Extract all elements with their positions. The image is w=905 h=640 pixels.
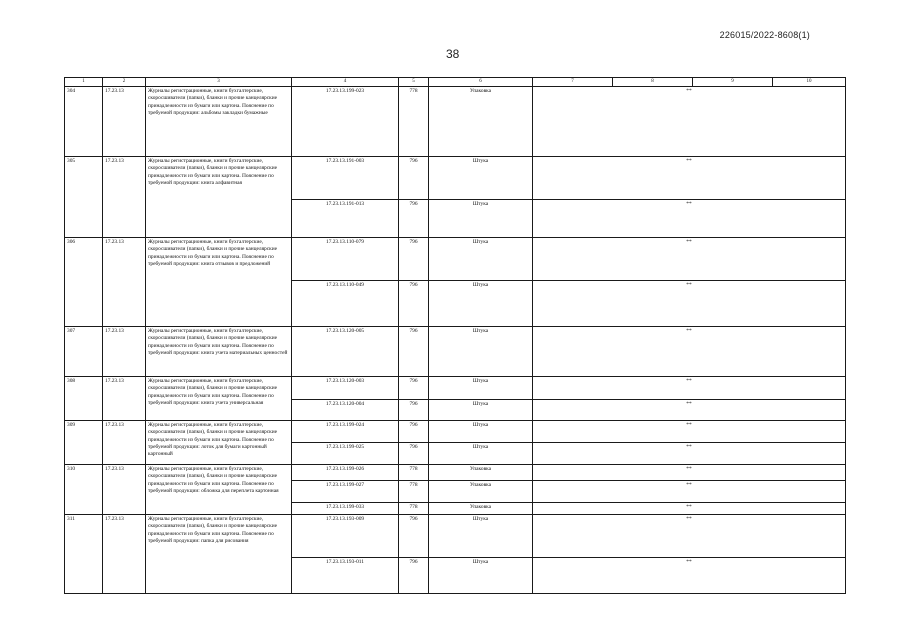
item-unit: Упаковка [429, 465, 533, 481]
item-unit: Штука [429, 377, 533, 400]
item-unit: Штука [429, 515, 533, 558]
row-item-name: Журналы регистрационные, книги бухгалтерские, скоросшиватели (папки), бланки и прочие канцелярские принадлежности из бумаги или картона. Пояснение по требуемой продукции: альбомы закладки бумажные [146, 87, 292, 157]
row-item-name: Журналы регистрационные, книги бухгалтерские, скоросшиватели (папки), бланки и прочие канцелярские принадлежности из бумаги или картона. Пояснение по требуемой продукции: обложка для переплета картонная [146, 465, 292, 515]
item-okpd-code: 17.23.13.199-023 [292, 87, 399, 157]
row-item-name: Журналы регистрационные, книги бухгалтерские, скоросшиватели (папки), бланки и прочие канцелярские принадлежности из бумаги или картона. Пояснение по требуемой продукции: книга отзывов и предложений [146, 238, 292, 327]
row-item-name: Журналы регистрационные, книги бухгалтерские, скоросшиватели (папки), бланки и прочие канцелярские принадлежности из бумаги или картона. Пояснение по требуемой продукции: книга учета универсальная [146, 377, 292, 421]
table-row [65, 465, 846, 481]
item-mark-cell [533, 327, 846, 377]
item-okpd-code: 17.23.13.191-013 [292, 200, 399, 238]
item-mark-cell [533, 421, 846, 443]
item-unit: Штука [429, 421, 533, 443]
table-header-row [65, 78, 846, 87]
col-header-9: 9 [693, 78, 773, 87]
item-okei-code: 796 [399, 558, 429, 594]
row-number: 310 [65, 465, 103, 515]
table-row [65, 87, 846, 157]
item-mark: ** [686, 239, 692, 245]
table-row [65, 157, 846, 200]
item-mark: ** [686, 378, 692, 384]
specification-table [64, 77, 846, 594]
row-okpd-code: 17.23.13 [103, 238, 146, 327]
item-mark: ** [686, 158, 692, 164]
item-mark: ** [686, 444, 692, 450]
item-okei-code: 796 [399, 281, 429, 327]
item-okei-code: 778 [399, 481, 429, 503]
item-mark: ** [686, 401, 692, 407]
table-row [65, 238, 846, 281]
document-id: 226015/2022-8608(1) [719, 30, 810, 40]
item-okpd-code: 17.23.13.199-026 [292, 465, 399, 481]
item-mark-cell [533, 481, 846, 503]
item-okei-code: 796 [399, 327, 429, 377]
item-mark: ** [686, 328, 692, 334]
item-okei-code: 778 [399, 87, 429, 157]
item-mark-cell [533, 400, 846, 421]
row-number: 308 [65, 377, 103, 421]
item-mark-cell [533, 157, 846, 200]
item-okei-code: 796 [399, 515, 429, 558]
item-okpd-code: 17.23.13.199-027 [292, 481, 399, 503]
col-header-5: 5 [399, 78, 429, 87]
item-mark: ** [686, 201, 692, 207]
item-unit: Штука [429, 400, 533, 421]
item-okei-code: 778 [399, 503, 429, 515]
item-okpd-code: 17.23.13.193-011 [292, 558, 399, 594]
item-okpd-code: 17.23.13.199-024 [292, 421, 399, 443]
item-okpd-code: 17.23.13.110-079 [292, 238, 399, 281]
item-okpd-code: 17.23.13.199-025 [292, 443, 399, 465]
item-mark: ** [686, 422, 692, 428]
row-number: 306 [65, 238, 103, 327]
item-unit: Штука [429, 443, 533, 465]
row-number: 309 [65, 421, 103, 465]
item-okei-code: 796 [399, 377, 429, 400]
item-mark: ** [686, 482, 692, 488]
col-header-3: 3 [146, 78, 292, 87]
item-okei-code: 796 [399, 238, 429, 281]
col-header-6: 6 [429, 78, 533, 87]
item-okei-code: 778 [399, 465, 429, 481]
item-unit: Штука [429, 281, 533, 327]
col-header-2: 2 [103, 78, 146, 87]
row-okpd-code: 17.23.13 [103, 327, 146, 377]
item-mark-cell [533, 503, 846, 515]
item-mark: ** [686, 466, 692, 472]
item-mark: ** [686, 88, 692, 94]
row-okpd-code: 17.23.13 [103, 515, 146, 594]
item-okei-code: 796 [399, 157, 429, 200]
row-okpd-code: 17.23.13 [103, 157, 146, 238]
item-mark: ** [686, 559, 692, 565]
col-header-1: 1 [65, 78, 103, 87]
row-okpd-code: 17.23.13 [103, 465, 146, 515]
table-row [65, 327, 846, 377]
row-okpd-code: 17.23.13 [103, 377, 146, 421]
col-header-8: 8 [613, 78, 693, 87]
item-mark: ** [686, 504, 692, 510]
item-mark-cell [533, 200, 846, 238]
row-number: 307 [65, 327, 103, 377]
item-unit: Штука [429, 200, 533, 238]
row-number: 305 [65, 157, 103, 238]
item-unit: Упаковка [429, 481, 533, 503]
item-okpd-code: 17.23.13.120-004 [292, 400, 399, 421]
row-item-name: Журналы регистрационные, книги бухгалтерские, скоросшиватели (папки), бланки и прочие канцелярские принадлежности из бумаги или картона. Пояснение по требуемой продукции: книга алфавитная [146, 157, 292, 238]
item-unit: Штука [429, 157, 533, 200]
col-header-10: 10 [773, 78, 846, 87]
item-mark-cell [533, 443, 846, 465]
item-okpd-code: 17.23.13.120-005 [292, 327, 399, 377]
row-okpd-code: 17.23.13 [103, 421, 146, 465]
item-okpd-code: 17.23.13.193-009 [292, 515, 399, 558]
table-row [65, 421, 846, 443]
item-okpd-code: 17.23.13.110-049 [292, 281, 399, 327]
item-mark-cell [533, 515, 846, 558]
item-mark-cell [533, 87, 846, 157]
table-row [65, 377, 846, 400]
col-header-7: 7 [533, 78, 613, 87]
item-mark-cell [533, 558, 846, 594]
item-mark: ** [686, 282, 692, 288]
row-number: 304 [65, 87, 103, 157]
row-item-name: Журналы регистрационные, книги бухгалтерские, скоросшиватели (папки), бланки и прочие канцелярские принадлежности из бумаги или картона. Пояснение по требуемой продукции: лоток для бумаги картонный картонный [146, 421, 292, 465]
item-okpd-code: 17.23.13.199-033 [292, 503, 399, 515]
item-mark: ** [686, 516, 692, 522]
row-item-name: Журналы регистрационные, книги бухгалтерские, скоросшиватели (папки), бланки и прочие канцелярские принадлежности из бумаги или картона. Пояснение по требуемой продукции: книга учета материальных ценностей [146, 327, 292, 377]
item-unit: Упаковка [429, 503, 533, 515]
item-unit: Упаковка [429, 87, 533, 157]
item-okei-code: 796 [399, 400, 429, 421]
row-okpd-code: 17.23.13 [103, 87, 146, 157]
row-number: 311 [65, 515, 103, 594]
item-mark-cell [533, 238, 846, 281]
item-mark-cell [533, 281, 846, 327]
item-mark-cell [533, 465, 846, 481]
col-header-4: 4 [292, 78, 399, 87]
item-okei-code: 796 [399, 443, 429, 465]
item-okpd-code: 17.23.13.120-003 [292, 377, 399, 400]
item-unit: Штука [429, 238, 533, 281]
item-okpd-code: 17.23.13.191-003 [292, 157, 399, 200]
item-unit: Штука [429, 558, 533, 594]
page-number: 38 [446, 47, 460, 61]
item-unit: Штука [429, 327, 533, 377]
item-okei-code: 796 [399, 421, 429, 443]
row-item-name: Журналы регистрационные, книги бухгалтерские, скоросшиватели (папки), бланки и прочие канцелярские принадлежности из бумаги или картона. Пояснение по требуемой продукции: папка для рисования [146, 515, 292, 594]
table-row [65, 515, 846, 558]
item-mark-cell [533, 377, 846, 400]
item-okei-code: 796 [399, 200, 429, 238]
